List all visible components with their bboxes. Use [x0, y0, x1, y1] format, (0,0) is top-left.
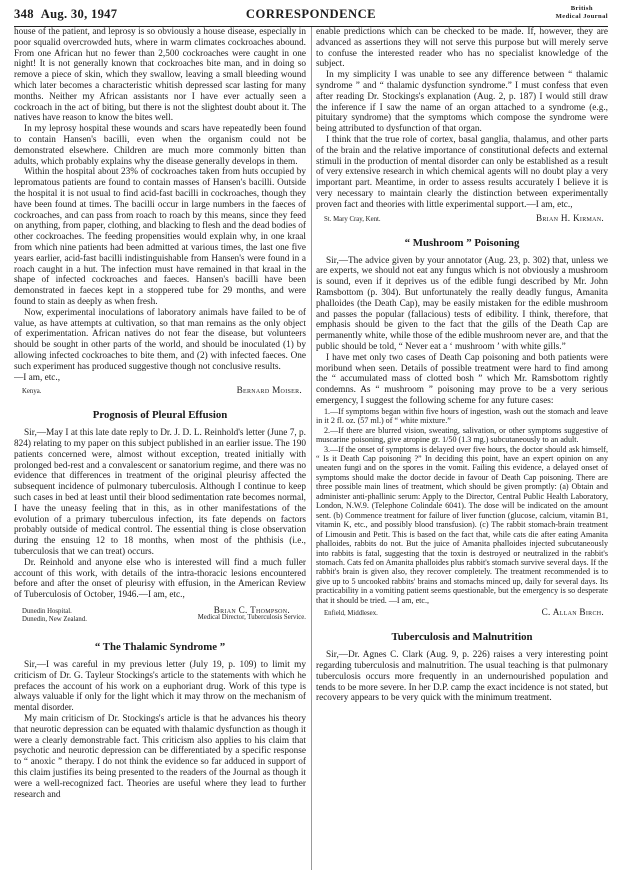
article-heading: Tuberculosis and Malnutrition: [391, 631, 533, 644]
signature-name: C. Allan Birch.: [541, 607, 604, 618]
paragraph: house of the patient, and leprosy is so obviously a house disease, especially in poor squalid overcrowded huts, where in warm climates cockroaches abound. From one African hut no fewer than 2,500 cockroaches were caught in one night! It is not generally known that cockroaches bite man, and in doing so remove a piece of skin, which they swallow, leaving a small bleeding wound which later becomes a characteristic whitish depressed scar lasting for many months. Neither my African assistants nor I have ever actually seen a cockroach in the act of biting, but there is not the slightest doubt about it. The natives have reason to know the bites well.: [14, 27, 306, 124]
spacer: [316, 225, 608, 237]
section-title: CORRESPONDENCE: [245, 7, 377, 21]
spacer: [14, 397, 306, 409]
paragraph: My main criticism of Dr. Stockings's article is that he advances his theory that neurotic depression can be equated with thalamic dysfunction as though it were a clearly demonstrable fact. This criticism also applies to his claim that psychotic and neurotic depression can be differentiated by a specific response to “ anoxic ” therapy. I do not think the evidence so far adduced in support of this claim justifies its being presented to the readers of the Journal as though it were a well-recognized fact. Theories are useful where they lead to further research and: [14, 714, 306, 800]
list-item: 3.—If the onset of symptoms is delayed over five hours, the doctor should ask himself, “ Is it Death Cap poisoning ?” In deciding this point, have an expert opinion on any uneaten fungi and on the spores in the vomit. Failing this evidence, a delayed onset of symptoms should make the doctor decide in favour of Death Cap poisoning. There are three possible main lines of treatment, which should be given promptly: (a) Obtain and administer anti-phallinic serum: Apply to the Director, Central Public Health Laboratory, London, N.W.9. (Telephone Colindale 6041). The dose will be indicated on the amount sent. (b) Commence treatment for failure of liver function (glucose, calcium, vitamin B1, vitamin K, etc., and possibly blood transfusion). (c) The rabbit stomach-brain treatment of Limousin and Petit. This is based on the fact that, while cats die after eating Amanita phalloides, rabbits do not. But the juice of Amanita phalloides injected subcutaneously into rabbits is fatal, suggesting that the toxin is destroyed or neutralized in the rabbit's stomach. Cats fed on Amanita phalloides plus rabbit's stomach survive several days. If the rabbit's brain is given also, they recover completely. The treatment recommended is to give up to 5 uncooked rabbits' brains and stomachs minced up, daily for several days. Its practicability in a vomiting patient seems questionable, but the emergency is so desperate that it should be tried. —I am, etc.,: [316, 444, 608, 605]
signature-name: Bernard Moiser.: [236, 385, 302, 396]
paragraph: Sir,—The advice given by your annotator (Aug. 23, p. 302) that, unless we are experts, we should not eat any fungus which is not obviously a mushroom is sound, even if it deprives us of the edible fungi described by Mr. John Ramsbottom (p. 304). But unfortunately the really deadly fungus, Amanita phalloides (the Death Cap), may be easily mistaken for the edible mushroom and passes the popular (fallacious) tests of edibility. I think, therefore, that emphasis should be given to the fact that the gills of the Death Cap are permanently white, while those of the edible mushroom never are, and that the public should be told, “ Never eat a ‘ mushroom ’ with white gills.”: [316, 255, 608, 352]
article-heading: “ Mushroom ” Poisoning: [404, 236, 520, 249]
signature-block: [316, 213, 608, 225]
paragraph: Sir,—May I at this late date reply to Dr. J. D. L. Reinhold's letter (June 7, p. 824) relating to my paper on this subject published in an earlier issue. The 190 patients concerned were, almost without exception, treated initially with prolonged bed-rest and a convalescent or sanatorium regime, and there was no evidence that differences in treatment of the original pleurisy affected the subsequent incidence of pulmonary tuberculosis. Although I continue to keep such cases in bed at least until their blood sedimentation rate becomes normal, I have the uneasy feeling that in this, as in other manifestations of the evolution of a primary tuberculous infection, its fate depends on factors probably outside of medical control. The essential thing is close observation during the ensuing 12 to 18 months, when most of the phthisis (i.e., tuberculosis that we can treat) occurs.: [14, 428, 306, 558]
article-heading: “ The Thalamic Syndrome ”: [94, 641, 226, 654]
list-item: 1.—If symptoms began within five hours of ingestion, wash out the stomach and leave in it 2 fl. oz. (57 ml.) of “ white mixture.”: [316, 406, 608, 426]
paragraph: Within the hospital about 23% of cockroaches taken from huts occupied by lepromatous patients are found to contain masses of Hansen's bacilli. Outside the hospital it is not usual to find acid-fast bacilli in cockroaches, though they have been found at times. The bacilli occur in large numbers in the faeces of cockroaches, and can pass from roach to roach by this means, since they feed on anything, from paper, clothing, and blacking to flesh and the dead bodies of other cockroaches. The feeding propensities would explain why, in one kraal from which nine patients had been admitted at various times, the last one five years earlier, acid-fast bacilli indistinguishable from Hansen's were found in a roach caught in a hut. The infection must have remained in that kraal in the shape of infected cockroaches and faeces. Hansen's bacilli have been demonstrated in faeces kept in a stoppered tube for 29 months, and were found to stain as deeply as when fresh.: [14, 167, 306, 307]
signature-place: St. Mary Cray, Kent.: [324, 215, 381, 223]
paragraph: Dr. Reinhold and anyone else who is interested will find a much fuller account of this work, with details of the intra-thoracic lesions encountered before and after the onset of pleurisy with effusion, in the American Review of Tuberculosis of October, 1946.—I am, etc.,: [14, 557, 306, 601]
article-heading: Prognosis of Pleural Effusion: [92, 409, 228, 422]
issue-date: Aug. 30, 1947: [40, 7, 118, 21]
left-column: [14, 27, 306, 800]
paragraph: In my leprosy hospital these wounds and scars have repeatedly been found to contain Hansen's bacilli, even when the organism could not be demonstrated elsewhere. Children are much more commonly bitten than adults, which probably explains why the disease generally develops in them.: [14, 124, 306, 167]
page-header: [14, 4, 608, 27]
signature-block: [14, 385, 306, 397]
signature-place: [22, 608, 87, 625]
closing: —I am, etc.,: [14, 372, 61, 383]
paragraph: enable predictions which can be checked to be made. If, however, they are advanced as assertions they will not serve this purpose but will merely serve to confuse the interested reader who has no specialist knowledge of the subject.: [316, 27, 608, 70]
paragraph: I think that the true role of cortex, basal ganglia, thalamus, and other parts of the brain and the relative importance of constitutional defects and external stimuli in the production of mental disorder can only be established as a result of very extensive research in which chemical agents will no doubt play a very important part. Meantime, in order to assess results accurately I believe it is very necessary to maintain clearly the distinction between experimentally proven fact and theories with little experimental support.—I am, etc.,: [316, 134, 608, 210]
journal-name-line-1: British: [570, 5, 593, 12]
signature-block: [14, 607, 306, 629]
signature-name-block: [198, 606, 306, 623]
signature-place-line: Dunedin Hospital.: [22, 608, 72, 616]
journal-name-line-2: Medical Journal: [555, 13, 608, 21]
columns: [14, 27, 608, 878]
signature-name: Brian H. Kirman.: [535, 212, 604, 223]
signature-place-line: Dunedin, New Zealand.: [22, 616, 87, 624]
signature-role: Medical Director, Tuberculosis Service.: [197, 614, 306, 622]
journal-name: [556, 5, 608, 21]
paragraph: Now, experimental inoculations of laboratory animals have failed to be of value, as have attempts at cultivation, so that man remains as the only object of experimentation. African natives do not fear the disease, but volunteers should be sought in other parts of the world, and should be inoculated (1) by allowing infected cockroaches to bite them, and (2) with infected faeces. One such experiment has produced suggestive though not conclusive results.: [14, 307, 306, 372]
list-item: 2.—If there are blurred vision, sweating, salivation, or other symptoms suggestive of muscarine poisoning, give atropine gr. 1/50 (1.3 mg.) subcutaneously to an adult.: [316, 425, 608, 445]
column-divider: [311, 27, 312, 870]
paragraph: Sir,—Dr. Agnes C. Clark (Aug. 9, p. 226) raises a very interesting point regarding tuberculosis and malnutrition. The usual teaching is that pulmonary tuberculosis occurs more frequently in an undernourished population and tends to be more severe. In her D.P. camp the exact incidence is not stated, but recovery appears to be very quick with the minimum treatment.: [316, 650, 608, 704]
page-number: 348: [14, 7, 34, 21]
signature-place: Kenya.: [22, 388, 42, 396]
spacer: [316, 619, 608, 631]
right-column: [316, 27, 608, 704]
paragraph: Sir,—I was careful in my previous letter (July 19, p. 109) to limit my criticism of Dr. G. Tayleur Stockings's article to the statements with which he prefaces the account of his work on a euphoriant drug. Work of this type is always valuable if only for the light which it may throw on the mechanism of mental disorder.: [14, 660, 306, 714]
signature-name: Brian C. Thompson.: [213, 605, 291, 616]
paragraph: I have met only two cases of Death Cap poisoning and both patients were moribund when seen. Details of possible treatment were hard to find among the “ accumulated mass of clotted bosh ” which Mr. Ramsbottom rightly condemns. As “ mushroom ” poisoning may prove to be a very serious emergency, I suggest the following scheme for any future cases:: [316, 352, 608, 406]
paragraph: In my simplicity I was unable to see any difference between “ thalamic syndrome ” and “ thalamic dysfunction syndrome.” I must confess that even after reading Dr. Stockings's explanation (Aug. 2, p. 187) I would still draw the inference if I saw the name of an organ attached to a syndrome (e.g., pituitary syndrome) that the symptoms which compose the syndrome were being attributed to dysfunction of that organ.: [316, 70, 608, 135]
signature-block: [316, 607, 608, 619]
signature-place: Enfield, Middlesex.: [324, 610, 378, 618]
spacer: [14, 629, 306, 641]
